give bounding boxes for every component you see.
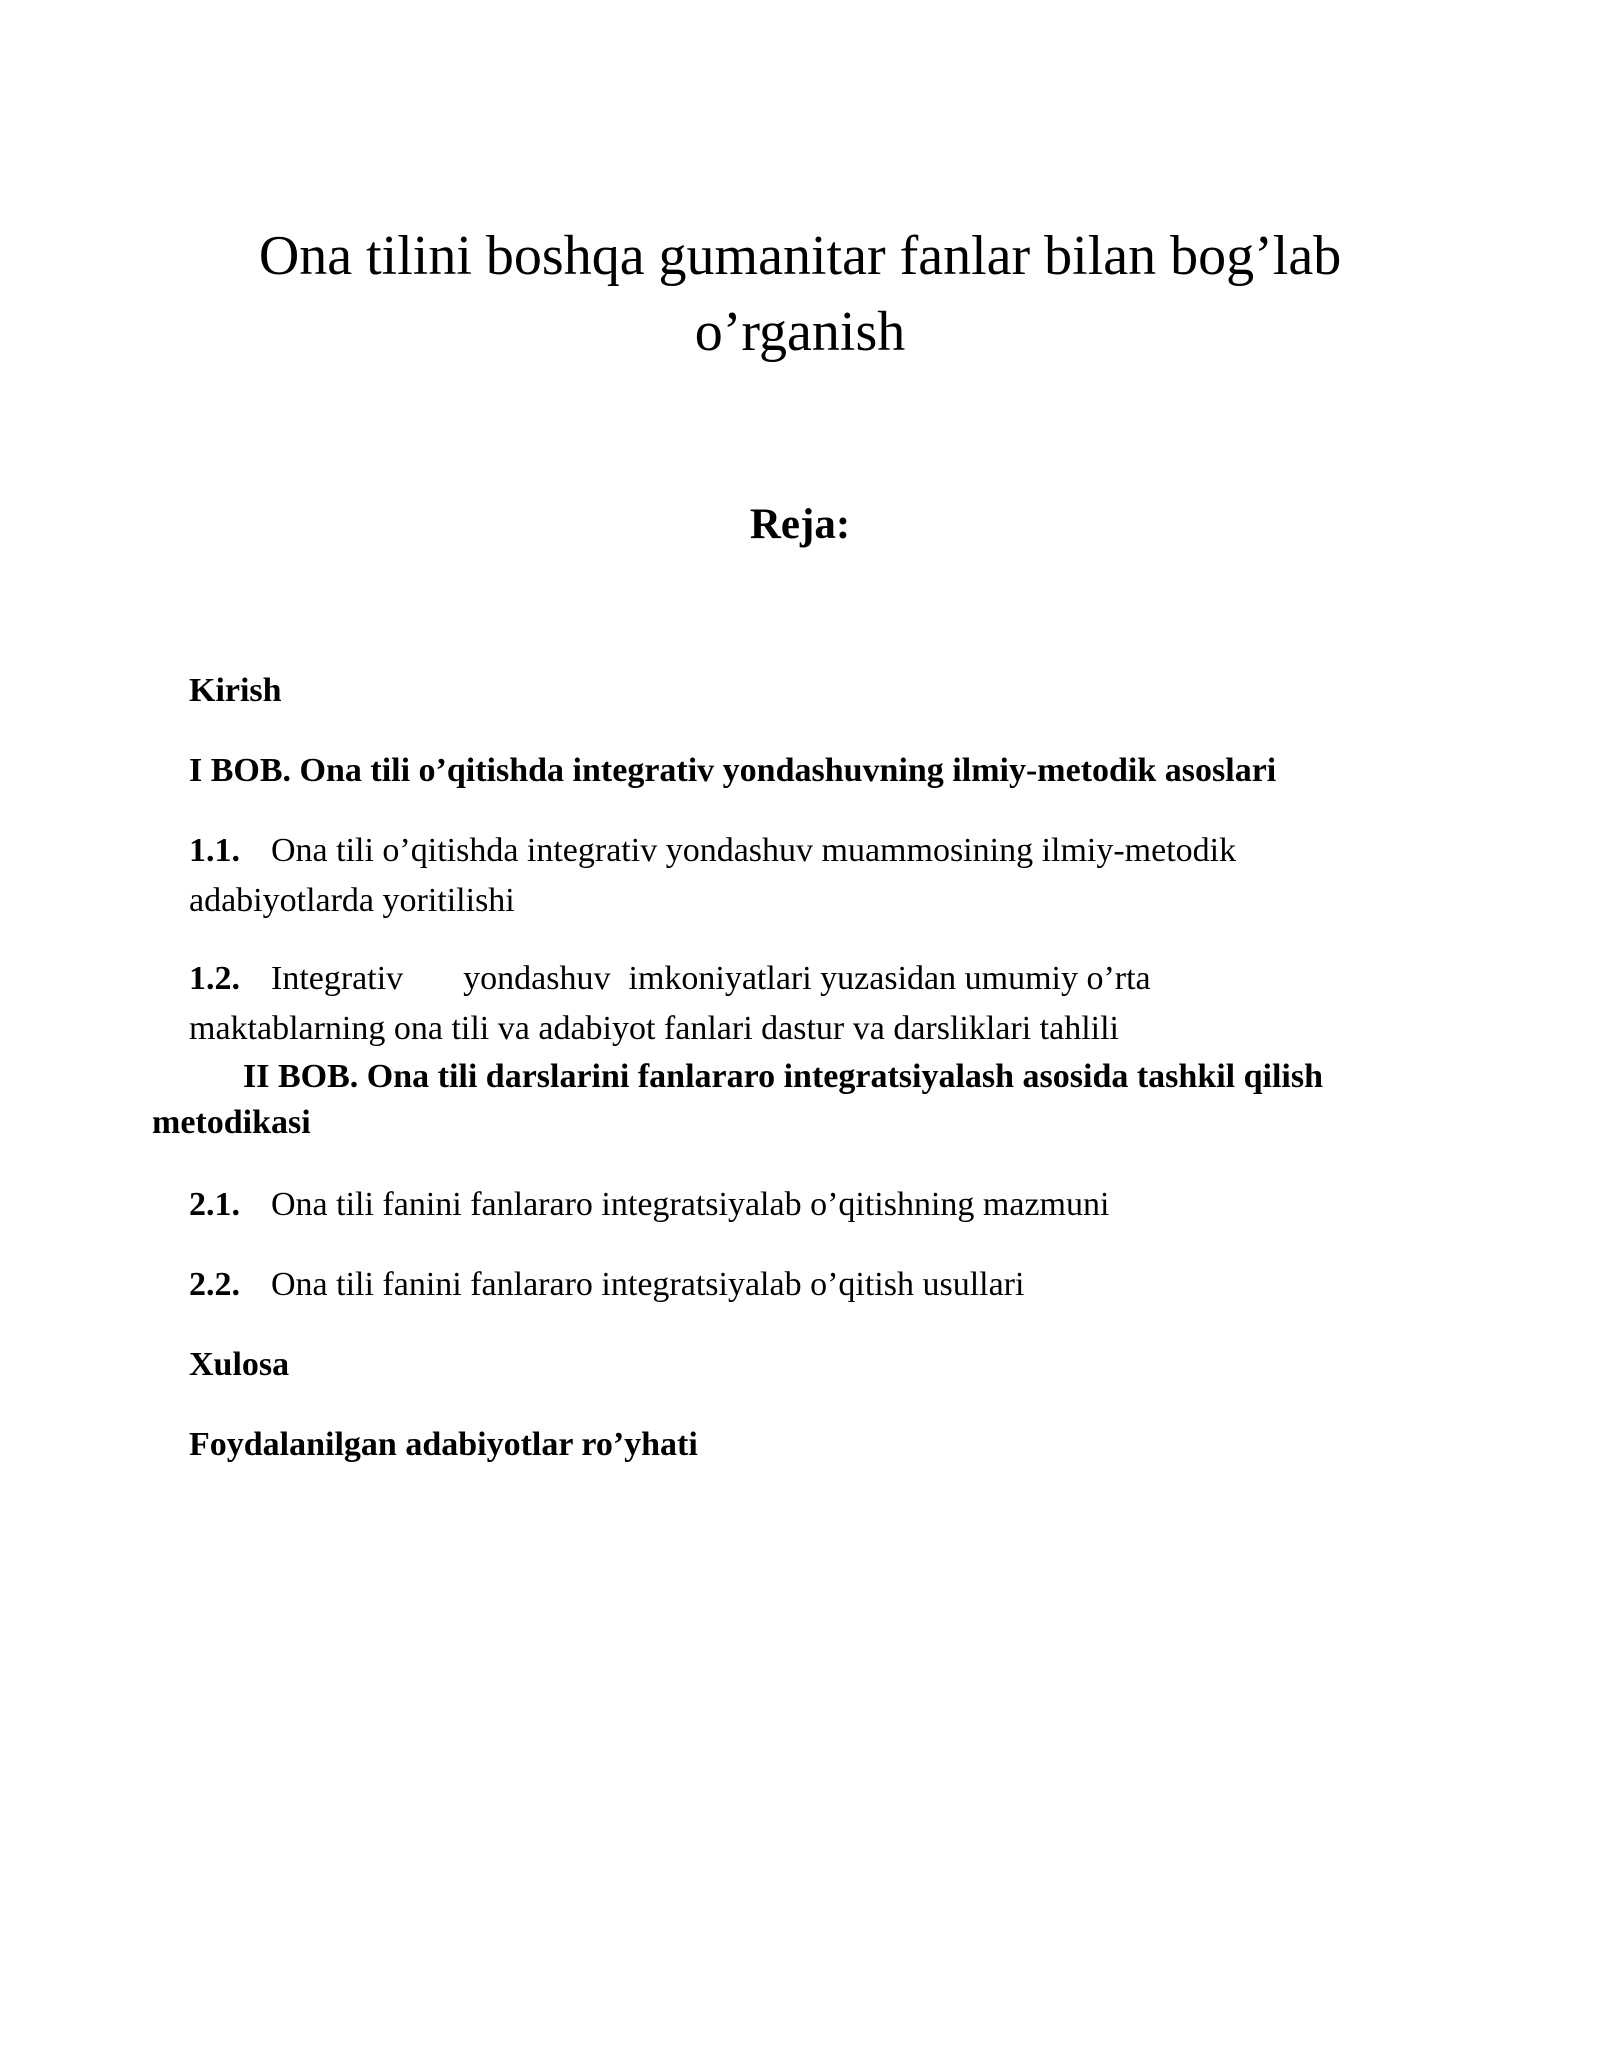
toc-item-intro: Kirish	[189, 672, 282, 709]
toc-item-references: Foydalanilgan adabiyotlar ro’yhati	[189, 1426, 698, 1463]
toc-item-text: imkoniyatlari yuzasidan umumiy o’rta	[628, 960, 1151, 997]
toc-item-text: Ona tili fanini fanlararo integratsiyalab o’qitishning mazmuni	[271, 1186, 1110, 1223]
toc-item-1-2-continuation: maktablarning ona tili va adabiyot fanlari dastur va darsliklari tahlili	[189, 1010, 1119, 1047]
plan-heading: Reja:	[749, 501, 851, 548]
toc-item-number: 2.2.	[189, 1266, 240, 1303]
toc-item-1-1-continuation: adabiyotlarda yoritilishi	[189, 882, 515, 919]
toc-item-2-1	[189, 1180, 1109, 1230]
document-title-line-2: o’rganish	[694, 301, 906, 363]
toc-item-2-2	[189, 1260, 1024, 1310]
toc-chapter-1-heading: I BOB. Ona tili o’qitishda integrativ yondashuvning ilmiy-metodik asoslari	[189, 752, 1277, 789]
toc-item-conclusion: Xulosa	[189, 1346, 290, 1383]
toc-item-number: 2.1.	[189, 1186, 240, 1223]
toc-item-word: yondashuv	[463, 960, 611, 997]
toc-chapter-2-heading-continuation: metodikasi	[152, 1104, 311, 1141]
toc-chapter-2-heading: II BOB. Ona tili darslarini fanlararo integratsiyalash asosida tashkil qilish	[243, 1058, 1324, 1095]
toc-item-number: 1.1.	[189, 832, 240, 869]
document-title	[200, 218, 1400, 370]
document-title-line-1: Ona tilini boshqa gumanitar fanlar bilan bog’lab	[258, 225, 1342, 287]
toc-item-word: Integrativ	[271, 960, 404, 997]
toc-item-text: Ona tili fanini fanlararo integratsiyalab o’qitish usullari	[271, 1266, 1025, 1303]
toc-item-1-2	[189, 954, 1151, 1004]
toc-item-1-1	[189, 826, 1236, 876]
toc-item-text: Ona tili o’qitishda integrativ yondashuv muammosining ilmiy-metodik	[271, 832, 1237, 869]
toc-item-number: 1.2.	[189, 960, 240, 997]
